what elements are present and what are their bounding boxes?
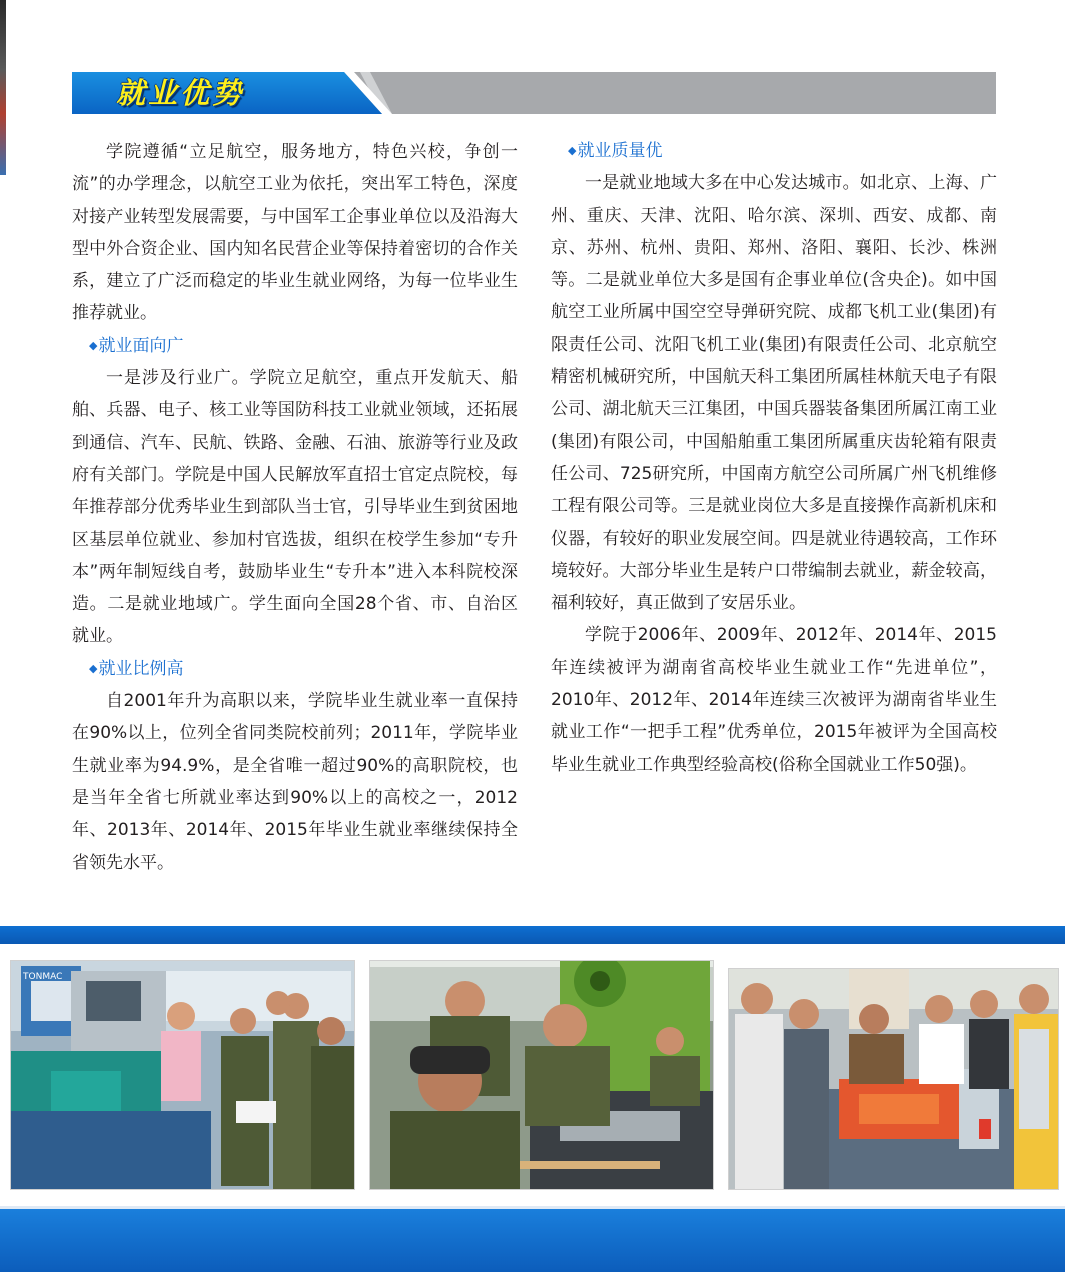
- left-edge-strip: [0, 0, 6, 175]
- page-title: 就业优势: [116, 76, 245, 110]
- subheading-employment-rate: ◆就业比例高: [89, 658, 184, 679]
- divider-blue-bar: [0, 926, 1065, 944]
- left-column: [72, 136, 518, 879]
- honors-paragraph: 学院于2006年、2009年、2012年、2014年、2015年连续被评为湖南省高校毕业生就业工作“先进单位”，2010年、2012年、2014年连续三次被评为湖南省毕业生就业工作“一把手工程”优秀单位，2015年被评为全国高校毕业生就业工作典型经验高校(俗称全国就业工作50强)。: [551, 625, 997, 775]
- subheading-employment-quality: ◆就业质量优: [568, 141, 663, 161]
- diamond-bullet-icon: ◆: [89, 661, 98, 675]
- employment-quality-paragraph: 一是就业地域大多在中心发达城市。如北京、上海、广州、重庆、天津、沈阳、哈尔滨、深圳、西安、成都、南京、苏州、杭州、贵阳、郑州、洛阳、襄阳、长沙、株洲等。二是就业单位大多是国有企事业单位(含央企)。如中国航空工业所属中国空空导弹研究院、成都飞机工业(集团)有限责任公司、沈阳飞机工业(集团)有限责任公司、北京航空精密机械研究所，中国航天科工集团所属桂林航天电子有限公司、湖北航天三江集团，中国兵器装备集团所属江南工业(集团)有限公司，中国船舶重工集团所属重庆齿轮箱有限责任公司、725研究所，中国南方航空公司所属广州飞机维修工程有限公司等。三是就业岗位大多是直接操作高新机床和仪器，有较好的职业发展空间。四是就业待遇较高，工作环境较好。大部分毕业生是转户口带编制去就业，薪金较高，福利较好，真正做到了安居乐业。: [551, 173, 997, 614]
- photo-automation-lab-training: [728, 968, 1059, 1190]
- diamond-bullet-icon: ◆: [568, 144, 577, 157]
- subheading-employment-scope: ◆就业面向广: [89, 335, 184, 356]
- footer-blue-bar: [0, 1209, 1065, 1272]
- employment-scope-paragraph: 一是涉及行业广。学院立足航空，重点开发航天、船舶、兵器、电子、核工业等国防科技工业就业领域，还拓展到通信、汽车、民航、铁路、金融、石油、旅游等行业及政府有关部门。学院是中国人民解放军直招士官定点院校，每年推荐部分优秀毕业生到部队当士官，引导毕业生到贫困地区基层单位就业、参加村官选拔，组织在校学生参加“专升本”两年制短线自考，鼓励毕业生“专升本”进入本科院校深造。二是就业地域广。学生面向全国28个省、市、自治区就业。: [72, 368, 518, 647]
- photo-milling-machine-training: [369, 960, 714, 1190]
- photo-cnc-machine-training: [10, 960, 355, 1190]
- section-header: [72, 72, 996, 114]
- employment-rate-paragraph: 自2001年升为高职以来，学院毕业生就业率一直保持在90%以上，位列全省同类院校前列；2011年，学院毕业生就业率为94.9%，是全省唯一超过90%的高职院校，也是当年全省七所就业率达到90%以上的高校之一，2012年、2013年、2014年、2015年毕业生就业率继续保持全省领先水平。: [72, 691, 518, 873]
- intro-paragraph: 学院遵循“立足航空，服务地方，特色兴校，争创一流”的办学理念，以航空工业为依托，突出军工特色，深度对接产业转型发展需要，与中国军工企事业单位以及沿海大型中外合资企业、国内知名民营企业等保持着密切的合作关系，建立了广泛而稳定的毕业生就业网络，为每一位毕业生推荐就业。: [72, 142, 518, 324]
- right-column: [551, 135, 997, 781]
- machine-brand-label: TONMAC: [23, 972, 63, 982]
- diamond-bullet-icon: ◆: [89, 338, 98, 352]
